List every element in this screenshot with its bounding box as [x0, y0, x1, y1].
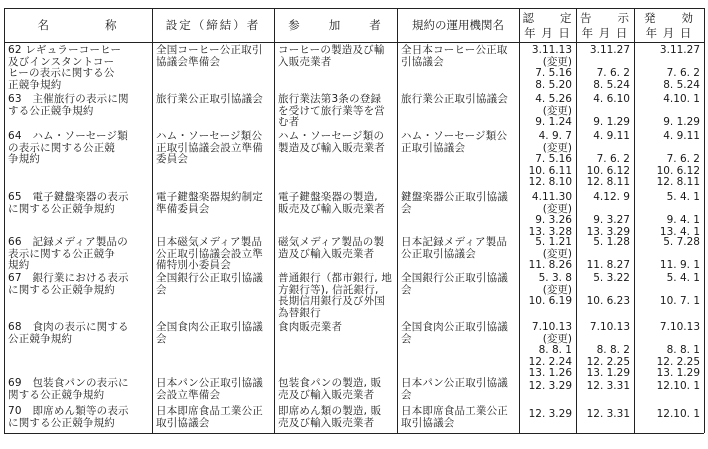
row-62-effective: 3.11.27 7. 6. 2 8. 5.24: [659, 44, 700, 91]
row-70-name: 70 即席めん類等の表示 に関する公正競争規約: [8, 405, 129, 429]
row-64-operator: ハム・ソーセージ類公 正取引協議会: [401, 130, 508, 154]
row-63-name: 63 主催旅行の表示に関 する公正競争規約: [8, 93, 129, 117]
row-69-name: 69 包装食パンの表示に 関する公正競争規約: [8, 377, 129, 401]
row-63-setter: 旅行業公正取引協議会: [156, 93, 263, 105]
row-64-participant: ハム・ソーセージ類の 製造及び輸入販売業者: [278, 130, 385, 154]
header-notified-ymd: 年 月 日: [581, 26, 629, 40]
row-70-notified: 12. 3.31: [586, 408, 630, 420]
row-62-name: 62 レギュラーコーヒー 及びインスタントコー ヒーの表示に関する公 正競争規約: [8, 44, 122, 91]
row-68-approved: 7.10.13 (変更) 8. 8. 1 12. 2.24 13. 1.26: [528, 321, 572, 379]
header-effective-ymd: 年 月 日: [645, 26, 693, 40]
row-69-setter: 日本パン公正取引協議 会設立準備会: [156, 377, 263, 401]
header-operator: 規約の運用機関名: [412, 17, 504, 32]
row-66-notified: 5. 1.28 11. 8.27: [586, 236, 630, 271]
row-62-setter: 全国コーヒー公正取引 協議会準備会: [156, 44, 263, 68]
row-67-participant: 普通銀行（都市銀行, 地 方銀行等), 信託銀行, 長期信用銀行及び外国 為替銀行: [278, 272, 393, 319]
row-63-notified: 4. 6.10 9. 1.29: [593, 93, 630, 128]
row-70-effective: 12.10. 1: [656, 408, 700, 420]
row-62-notified: 3.11.27 7. 6. 2 8. 5.24: [589, 44, 630, 91]
row-65-operator: 鍵盤楽器公正取引協議 会: [401, 191, 508, 215]
row-69-approved: 12. 3.29: [528, 380, 572, 392]
row-67-setter: 全国銀行公正取引協議 会: [156, 272, 263, 296]
row-70-operator: 日本即席食品工業公正 取引協議会: [401, 405, 508, 429]
row-66-name: 66 記録メディア製品の 表示に関する公正競争 規約: [8, 236, 128, 271]
row-67-notified: 5. 3.22 10. 6.23: [586, 272, 630, 307]
row-65-approved: 4.11.30 (変更) 9. 3.26 13. 3.28: [528, 191, 572, 238]
row-64-setter: ハム・ソーセージ類公 正取引協議会設立準備 委員会: [156, 130, 263, 165]
row-70-approved: 12. 3.29: [528, 408, 572, 420]
row-67-operator: 全国銀行公正取引協議 会: [401, 272, 508, 296]
row-68-name: 68 食肉の表示に関する 公正競争規約: [8, 321, 129, 345]
row-64-name: 64 ハム・ソーセージ類 の表示に関する公正競 争規約: [8, 130, 128, 165]
row-65-name: 65 電子鍵盤楽器の表示 に関する公正競争規約: [8, 191, 129, 215]
row-65-effective: 5. 4. 1 9. 4. 1 13. 4. 1: [659, 191, 700, 238]
row-69-operator: 日本パン公正取引協議 会: [401, 377, 508, 401]
row-66-setter: 日本磁気メディア製品 公正取引協議会設立準 備特別小委員会: [156, 236, 263, 271]
row-64-approved: 4. 9. 7 (変更) 7. 5.16 10. 6.11 12. 8.10: [528, 130, 572, 188]
row-69-notified: 12. 3.31: [586, 380, 630, 392]
row-70-setter: 日本即席食品工業公正 取引協議会: [156, 405, 263, 429]
row-68-notified: 7.10.13 8. 8. 2 12. 2.25 13. 1.29: [586, 321, 630, 379]
row-70-participant: 即席めん類の製造, 販 売及び輸入販売業者: [278, 405, 382, 429]
row-65-participant: 電子鍵盤楽器の製造, 販売及び輸入販売業者: [278, 191, 385, 215]
row-66-participant: 磁気メディア製品の製 造及び輸入販売業者: [278, 236, 385, 260]
row-66-effective: 5. 7.28 11. 9. 1: [659, 236, 700, 271]
row-66-operator: 日本記録メディア製品 公正取引協議会: [401, 236, 508, 260]
row-62-participant: コーヒーの製造及び輸 入販売業者: [278, 44, 385, 68]
header-setter: 設定（締結）者: [165, 17, 261, 32]
row-68-participant: 食肉販売業者: [278, 321, 343, 333]
header-participant: 参 加 者: [288, 17, 383, 32]
row-62-operator: 全日本コーヒー公正取 引協議会: [401, 44, 508, 68]
header-name: 名 称: [37, 17, 119, 32]
row-67-approved: 5. 3. 8 (変更) 10. 6.19: [528, 272, 572, 307]
row-65-notified: 4.12. 9 9. 3.27 13. 3.29: [586, 191, 630, 238]
row-63-approved: 4. 5.26 (変更) 9. 1.24: [535, 93, 572, 128]
row-64-notified: 4. 9.11 7. 6. 2 10. 6.12 12. 8.11: [586, 130, 630, 188]
header-approved: 認 定: [522, 11, 573, 25]
row-64-effective: 4. 9.11 7. 6. 2 10. 6.12 12. 8.11: [656, 130, 700, 188]
row-68-effective: 7.10.13 8. 8. 1 12. 2.25 13. 1.29: [656, 321, 700, 379]
row-65-setter: 電子鍵盤楽器規約制定 準備委員会: [156, 191, 263, 215]
row-62-approved: 3.11.13 (変更) 7. 5.16 8. 5.20: [531, 44, 572, 91]
row-66-approved: 5. 1.21 (変更) 11. 8.26: [528, 236, 572, 271]
row-63-participant: 旅行業法第3条の登録 を受けて旅行業等を営 む者: [278, 93, 385, 128]
row-67-effective: 5. 4. 1 10. 7. 1: [659, 272, 700, 307]
row-68-operator: 全国食肉公正取引協議 会: [401, 321, 508, 345]
header-approved-ymd: 年 月 日: [524, 26, 571, 40]
row-69-effective: 12.10. 1: [656, 380, 700, 392]
row-68-setter: 全国食肉公正取引協議 会: [156, 321, 263, 345]
header-notified: 告 示: [580, 11, 630, 25]
header-effective: 発 効: [644, 11, 694, 25]
row-63-operator: 旅行業公正取引協議会: [401, 93, 508, 105]
row-67-name: 67 銀行業における表示 に関する公正競争規約: [8, 272, 129, 296]
row-69-participant: 包装食パンの製造, 販 売及び輸入販売業者: [278, 377, 382, 401]
row-63-effective: 4.10. 1 9. 1.29: [663, 93, 700, 128]
